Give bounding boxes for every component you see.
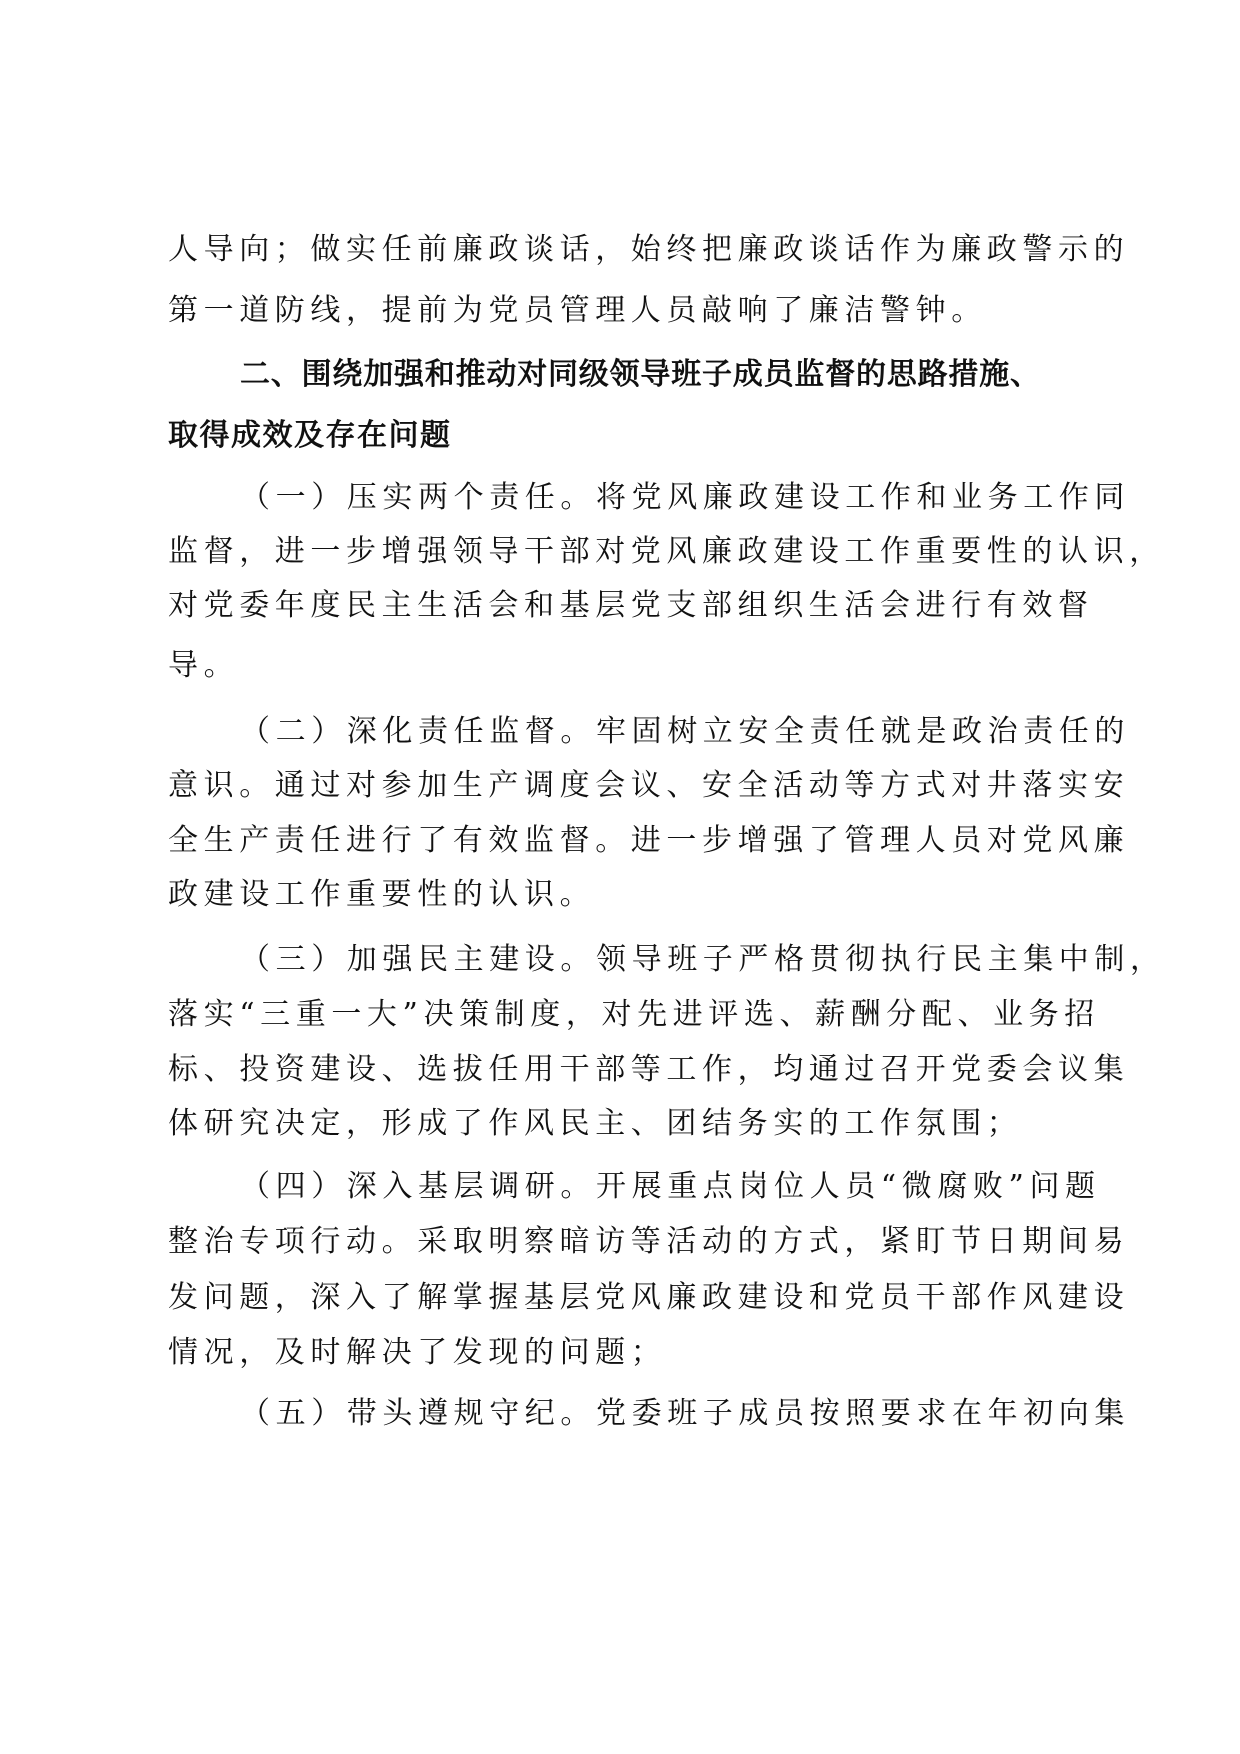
- paragraph-1-line: 导。: [168, 648, 240, 683]
- paragraph-4-line: （四）深入基层调研。开展重点岗位人员“微腐败”问题: [240, 1169, 1101, 1204]
- body-text-line: 第一道防线，提前为党员管理人员敲响了廉洁警钟。: [168, 293, 987, 328]
- paragraph-4-line: 整治专项行动。采取明察暗访等活动的方式，紧盯节日期间易: [168, 1224, 1130, 1259]
- paragraph-3-line: 体研究决定，形成了作风民主、团结务实的工作氛围；: [168, 1106, 1023, 1141]
- paragraph-5-line: （五）带头遵规守纪。党委班子成员按照要求在年初向集: [240, 1396, 1130, 1431]
- paragraph-3-line: 标、投资建设、选拔任用干部等工作，均通过召开党委会议集: [168, 1052, 1130, 1087]
- paragraph-4-line: 情况，及时解决了发现的问题；: [168, 1335, 667, 1370]
- paragraph-2-line: 全生产责任进行了有效监督。进一步增强了管理人员对党风廉: [168, 823, 1130, 858]
- paragraph-2-line: 意识。通过对参加生产调度会议、安全活动等方式对井落实安: [168, 768, 1130, 803]
- paragraph-1-line: 监督，进一步增强领导干部对党风廉政建设工作重要性的认识，: [168, 534, 1165, 569]
- paragraph-2-line: 政建设工作重要性的认识。: [168, 877, 596, 912]
- paragraph-4-line: 发问题，深入了解掌握基层党风廉政建设和党员干部作风建设: [168, 1280, 1130, 1315]
- paragraph-1-line: 对党委年度民主生活会和基层党支部组织生活会进行有效督: [168, 588, 1094, 623]
- body-text-line: 人导向；做实任前廉政谈话，始终把廉政谈话作为廉政警示的: [168, 232, 1130, 267]
- paragraph-1-line: （一）压实两个责任。将党风廉政建设工作和业务工作同: [240, 480, 1130, 515]
- section-heading: 取得成效及存在问题: [168, 418, 452, 453]
- paragraph-3-line: （三）加强民主建设。领导班子严格贯彻执行民主集中制，: [240, 942, 1166, 977]
- paragraph-3-line: 落实“三重一大”决策制度，对先进评选、薪酬分配、业务招: [168, 997, 1100, 1032]
- section-heading: 二、围绕加强和推动对同级领导班子成员监督的思路措施、: [240, 357, 1041, 392]
- paragraph-2-line: （二）深化责任监督。牢固树立安全责任就是政治责任的: [240, 714, 1130, 749]
